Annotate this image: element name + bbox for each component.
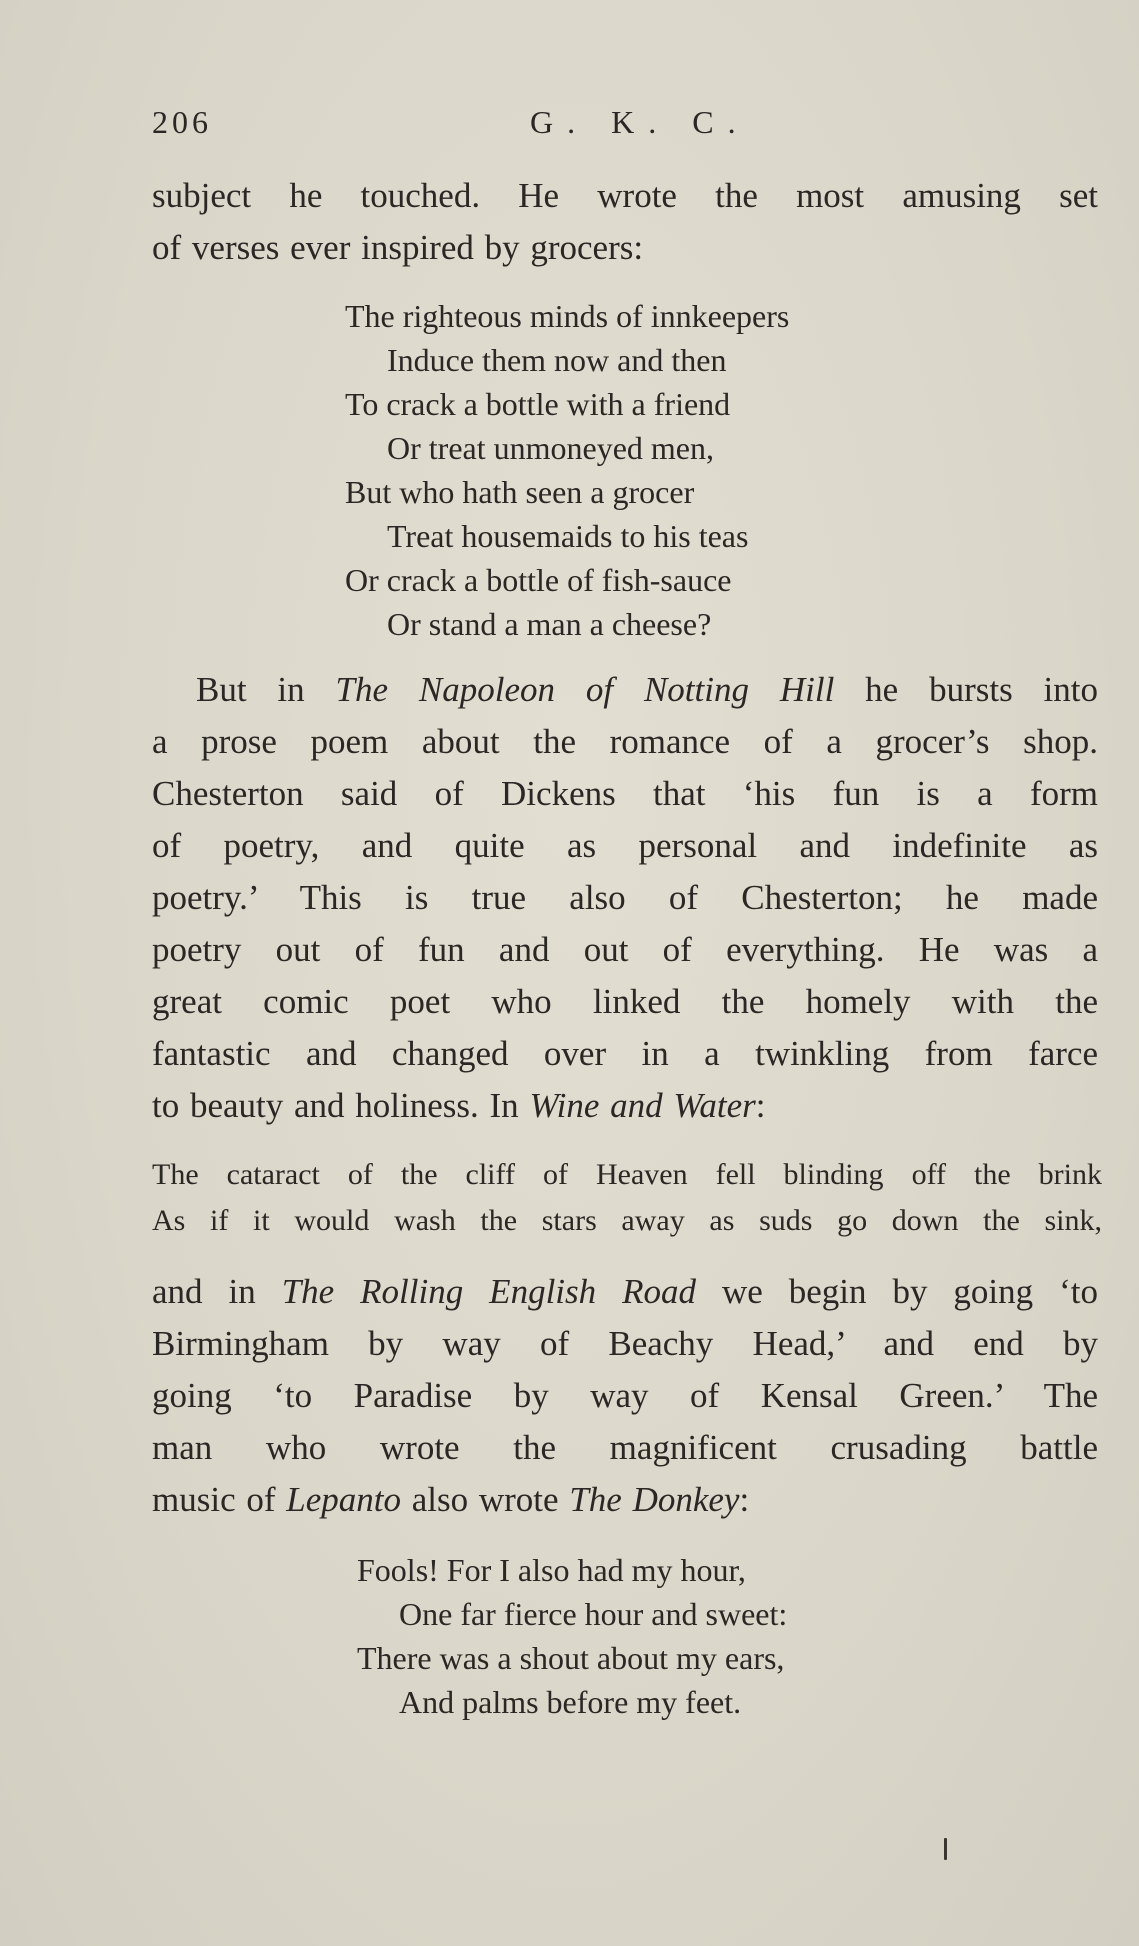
page-number: 206 bbox=[152, 104, 212, 140]
paragraph-line bbox=[152, 664, 1098, 716]
text-run: : bbox=[739, 1480, 750, 1519]
text-run: But in bbox=[196, 670, 336, 709]
verse-line: Or stand a man a cheese? bbox=[387, 606, 712, 642]
book-title: The Napoleon of Notting Hill bbox=[335, 670, 835, 709]
paragraph-3 bbox=[152, 1266, 1098, 1526]
paragraph-line: poetry out of fun and out of everything. He was a bbox=[152, 930, 1098, 969]
paragraph-line: Birmingham by way of Beachy Head,’ and end by bbox=[152, 1324, 1098, 1363]
running-head bbox=[152, 104, 1092, 144]
paragraph-line bbox=[152, 1266, 1098, 1318]
paragraph-line: subject he touched. He wrote the most amusing set bbox=[152, 176, 1098, 215]
paragraph-line: man who wrote the magnificent crusading battle bbox=[152, 1428, 1098, 1467]
paragraph-line bbox=[152, 1080, 1098, 1132]
paragraph-line: fantastic and changed over in a twinkling from farce bbox=[152, 1034, 1098, 1073]
verse-line: But who hath seen a grocer bbox=[345, 474, 695, 510]
wine-and-water-verse bbox=[152, 1152, 1102, 1244]
text-run: we begin by going ‘to bbox=[695, 1272, 1098, 1311]
book-title: The Donkey bbox=[569, 1480, 740, 1519]
verse-line: The cataract of the cliff of Heaven fell blinding off the brink bbox=[152, 1158, 1102, 1191]
text-run: he bursts into bbox=[834, 670, 1098, 709]
book-title: The Rolling English Road bbox=[281, 1272, 696, 1311]
grocer-verse bbox=[345, 294, 789, 646]
donkey-verse bbox=[357, 1548, 787, 1724]
verse-line: Or treat unmoneyed men, bbox=[387, 430, 714, 466]
book-title: Lepanto bbox=[286, 1480, 401, 1519]
verse-line: Or crack a bottle of fish-sauce bbox=[345, 562, 732, 598]
text-run: also wrote bbox=[401, 1480, 570, 1519]
verse-line: And palms before my feet. bbox=[399, 1684, 742, 1720]
text-run: music of bbox=[152, 1480, 287, 1519]
paragraph-1 bbox=[152, 170, 1098, 274]
verse-line: To crack a bottle with a friend bbox=[345, 386, 731, 422]
paragraph-line: going ‘to Paradise by way of Kensal Green.’ The bbox=[152, 1376, 1098, 1415]
paragraph-line: of verses ever inspired by grocers: bbox=[152, 228, 644, 267]
verse-line: Induce them now and then bbox=[387, 342, 727, 378]
paragraph-line bbox=[152, 1474, 1098, 1526]
book-title: Wine and Water bbox=[529, 1086, 756, 1125]
verse-line: One far fierce hour and sweet: bbox=[399, 1596, 788, 1632]
running-title: G. K. C. bbox=[530, 104, 750, 140]
paragraph-line: Chesterton said of Dickens that ‘his fun is a form bbox=[152, 774, 1098, 813]
paragraph-line: a prose poem about the romance of a grocer’s shop. bbox=[152, 722, 1098, 761]
paragraph-line: great comic poet who linked the homely with the bbox=[152, 982, 1098, 1021]
text-run: : bbox=[755, 1086, 766, 1125]
text-run: to beauty and holiness. In bbox=[152, 1086, 530, 1125]
verse-line: As if it would wash the stars away as suds go down the sink, bbox=[152, 1204, 1102, 1237]
verse-line: Treat housemaids to his teas bbox=[387, 518, 749, 554]
paragraph-line: of poetry, and quite as personal and indefinite as bbox=[152, 826, 1098, 865]
paragraph-line: poetry.’ This is true also of Chesterton; he made bbox=[152, 878, 1098, 917]
verse-line: There was a shout about my ears, bbox=[357, 1640, 785, 1676]
verse-line: Fools! For I also had my hour, bbox=[357, 1552, 746, 1588]
printer-mark bbox=[944, 1838, 947, 1860]
text-run: and in bbox=[152, 1272, 282, 1311]
paragraph-2 bbox=[152, 664, 1098, 1132]
verse-line: The righteous minds of innkeepers bbox=[345, 298, 790, 334]
